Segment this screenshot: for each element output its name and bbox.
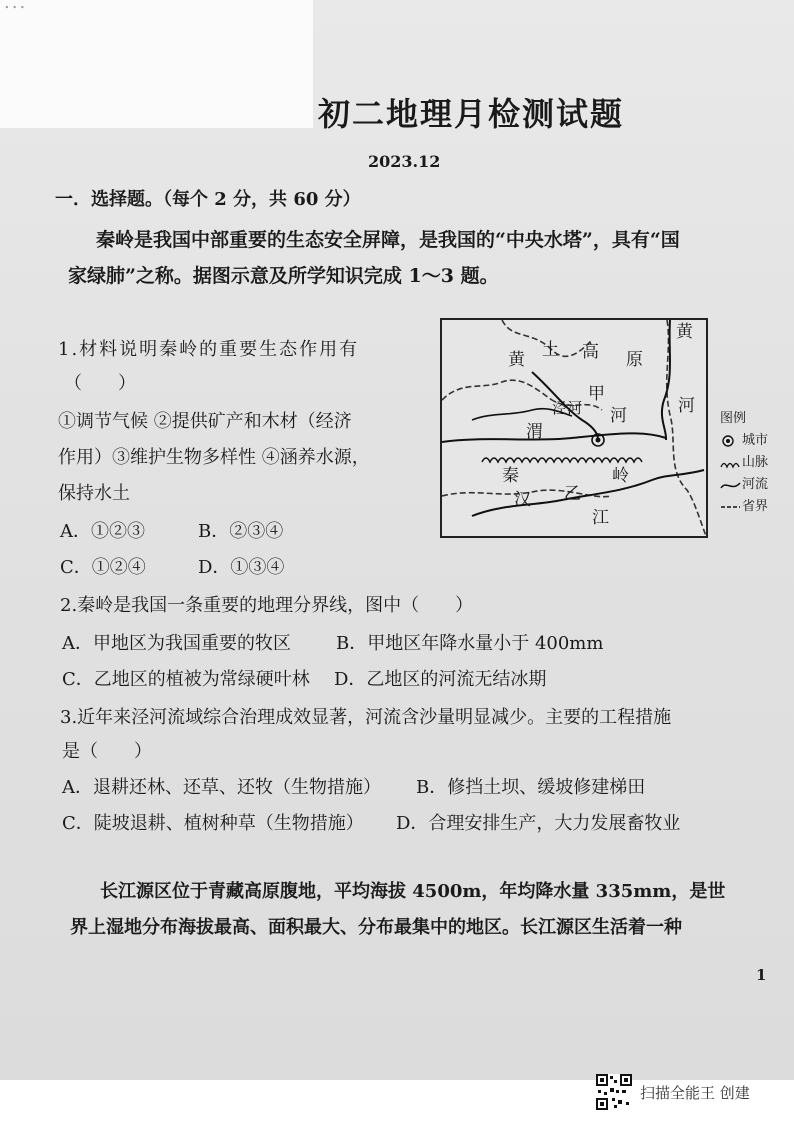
legend-city-label: 城市	[742, 433, 769, 448]
page-title: 初二地理月检测试题	[318, 95, 625, 133]
map-label-he-right: 河	[678, 396, 695, 416]
q1-choice-c: C．①②④	[60, 557, 146, 578]
legend-title: 图例	[720, 411, 747, 426]
q2-choice-c: C．乙地区的植被为常绿硬叶林	[62, 669, 310, 690]
wei-river	[442, 433, 666, 442]
passage-line-1: 长江源区位于青藏高原腹地，平均海拔 4500m，年均降水量 335mm，是世	[100, 881, 726, 902]
q2-stem: 2.秦岭是我国一条重要的地理分界线，图中（ ）	[60, 595, 474, 616]
legend-river-label: 河流	[742, 477, 769, 492]
map-legend	[720, 408, 780, 518]
page-number: 1	[756, 966, 767, 984]
map-label-he: 河	[610, 406, 627, 426]
map-label-ling: 岭	[612, 466, 629, 486]
qinling-mountains	[482, 458, 642, 462]
map-label-jinghe: 泾河	[552, 399, 583, 417]
legend-province-label: 省界	[742, 499, 769, 514]
q1-option-list-1: ①调节气候 ②提供矿产和木材（经济	[58, 411, 352, 432]
q2-choice-b: B．甲地区年降水量小于 400mm	[336, 633, 604, 654]
q3-choice-b: B．修挡土坝、缓坡修建梯田	[416, 777, 646, 798]
q1-stem: 1.材料说明秦岭的重要生态作用有	[58, 339, 360, 360]
legend-city-row	[720, 430, 780, 452]
intro-line-2: 家绿肺”之称。据图示意及所学知识完成 1～3 题。	[68, 265, 499, 287]
q1-choice-d: D．①③④	[198, 557, 285, 578]
map-label-jia: 甲	[588, 384, 605, 404]
qr-code-icon	[596, 1074, 632, 1110]
map-label-wei: 渭	[526, 422, 543, 442]
legend-river-row	[720, 474, 780, 496]
map-label-huang: 黄	[508, 350, 525, 370]
section-heading: 一．选择题。（每个 2 分，共 60 分）	[55, 189, 361, 210]
q1-choice-b: B．②③④	[198, 521, 284, 542]
map-label-tu: 土	[542, 340, 559, 360]
passage-line-2: 界上湿地分布海拔最高、面积最大、分布最集中的地区。长江源区生活着一种	[70, 917, 682, 938]
map-label-yuan: 原	[626, 350, 643, 370]
q3-choice-c: C．陡坡退耕、植树种草（生物措施）	[62, 813, 364, 834]
map-label-jiang: 江	[592, 508, 609, 528]
q1-answer-blank: （ ）	[64, 373, 136, 394]
legend-province-row	[720, 496, 780, 518]
map-label-huang-river: 黄	[676, 322, 693, 342]
map-label-gao: 高	[582, 342, 599, 362]
map-label-qin: 秦	[502, 466, 519, 486]
legend-mountain-icon	[720, 452, 742, 474]
legend-river-icon	[720, 474, 742, 496]
legend-title-row	[720, 408, 780, 430]
q3-choice-d: D．合理安排生产，大力发展畜牧业	[396, 813, 681, 834]
map-label-han: 汉	[514, 490, 531, 510]
q3-stem-2: 是（ ）	[62, 741, 152, 762]
q2-choice-a: A．甲地区为我国重要的牧区	[62, 633, 291, 654]
qinling-map	[440, 318, 708, 538]
watermark-text: 扫描全能王 创建	[640, 1084, 750, 1102]
yellow-river	[662, 320, 670, 440]
city-marker-dot	[596, 438, 601, 443]
q2-choice-d: D．乙地区的河流无结冰期	[334, 669, 547, 690]
intro-line-1: 秦岭是我国中部重要的生态安全屏障，是我国的“中央水塔”，具有“国	[96, 229, 680, 251]
q1-option-list-3: 保持水土	[58, 483, 130, 504]
q3-stem-1: 3.近年来泾河流域综合治理成效显著，河流含沙量明显减少。主要的工程措施	[60, 707, 672, 728]
province-boundary	[667, 320, 706, 536]
partial-header-text: ...	[4, 0, 28, 13]
legend-province-icon	[720, 496, 742, 518]
q3-choice-a: A．退耕还林、还草、还牧（生物措施）	[62, 777, 381, 798]
exam-date: 2023.12	[368, 152, 441, 171]
legend-city-icon	[720, 430, 742, 452]
blank-cover-patch	[0, 0, 313, 128]
legend-mountain-label: 山脉	[742, 455, 769, 470]
q1-option-list-2: 作用）③维护生物多样性 ④涵养水源，	[58, 447, 370, 468]
q1-choice-a: A．①②③	[60, 521, 145, 542]
map-label-yi: 乙	[564, 484, 581, 504]
legend-mountain-row	[720, 452, 780, 474]
